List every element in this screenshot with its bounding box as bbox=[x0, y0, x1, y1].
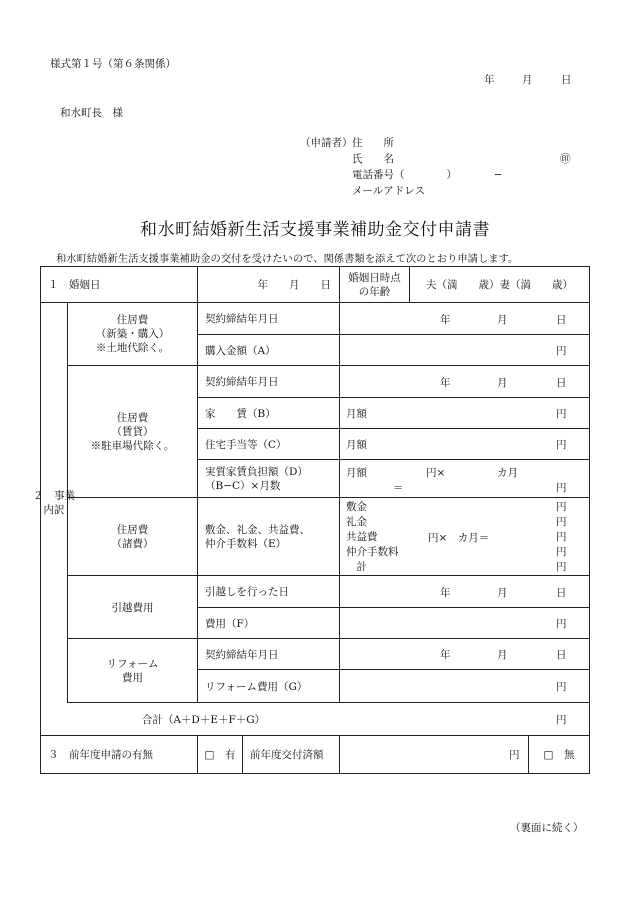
housing-rent-title: 住居費 （賃貸） ※駐車場代除く。 bbox=[90, 411, 175, 452]
unit-year: 年 bbox=[440, 314, 451, 326]
section2-label: ２ 事業 内訳 bbox=[33, 489, 75, 516]
unit-month: 月 bbox=[497, 314, 508, 326]
actual-yen-times: 円× bbox=[426, 467, 446, 479]
unit-day: 日 bbox=[556, 587, 567, 599]
moving-cost-label: 費用（F） bbox=[205, 617, 255, 630]
unit-day: 日 bbox=[556, 314, 567, 326]
ages-field[interactable]: 夫（満 歳）妻（満 歳） bbox=[426, 279, 573, 291]
unit-month: 月 bbox=[497, 587, 508, 599]
misc-list: 敷金 礼金 共益費 仲介手数料 計 bbox=[346, 501, 399, 573]
unit-month: 月 bbox=[497, 377, 508, 389]
intro-text: 和水町結婚新生活支援事業補助金の交付を受けたいので、関係書類を添えて次のとおり申請します。 bbox=[56, 253, 519, 265]
prev-year-yes-checkbox[interactable]: □ 有 bbox=[204, 749, 236, 761]
actual-monthly: 月額 bbox=[346, 467, 367, 479]
actual-rent-label: 実質家賃負担額（D） （B−C）×月数 bbox=[205, 465, 308, 492]
misc-yen-column: 円 円 円 円 円 bbox=[556, 501, 567, 573]
unit-yen: 円 bbox=[556, 482, 567, 494]
unit-yen: 円 bbox=[556, 714, 567, 726]
unit-month: 月 bbox=[497, 649, 508, 661]
prev-year-no-checkbox[interactable]: □ 無 bbox=[543, 749, 575, 761]
applicant-name: 氏 名 bbox=[352, 153, 394, 165]
housing-allowance-label: 住宅手当等（C） bbox=[205, 438, 287, 451]
applicant-address: 住 所 bbox=[352, 137, 394, 149]
unit-day: 日 bbox=[556, 649, 567, 661]
moving-date-label: 引越しを行った日 bbox=[205, 586, 289, 598]
unit-yen: 円 bbox=[556, 681, 567, 693]
applicant-email: メールアドレス bbox=[352, 185, 425, 197]
moving-title: 引越費用 bbox=[111, 601, 154, 614]
housing-misc-title: 住居費 （諸費） bbox=[111, 523, 154, 550]
prev-amount-label: 前年度交付済額 bbox=[250, 749, 324, 761]
purchase-amount-label: 購入金額（A） bbox=[205, 344, 276, 357]
unit-year: 年 bbox=[440, 587, 451, 599]
reform-cost-label: リフォーム費用（G） bbox=[205, 680, 308, 693]
unit-yen: 円 bbox=[556, 439, 567, 451]
prev-year-application-label: ３ 前年度申請の有無 bbox=[48, 749, 153, 761]
misc-items-label: 敷金、礼金、共益費、 仲介手数料（E） bbox=[205, 523, 310, 550]
rent-label: 家 賃（B） bbox=[205, 407, 276, 420]
reform-contract-label: 契約締結年月日 bbox=[205, 648, 279, 661]
addressee: 和水町長 様 bbox=[60, 107, 123, 119]
actual-equals: ＝ bbox=[393, 482, 404, 494]
applicant-phone: 電話番号（ ） − bbox=[352, 169, 503, 181]
allowance-monthly: 月額 bbox=[346, 439, 367, 451]
applicant-label: （申請者） bbox=[300, 137, 353, 149]
reform-title: リフォーム 費用 bbox=[106, 657, 159, 684]
seal-mark: ㊞ bbox=[560, 153, 571, 165]
actual-months: カ月 bbox=[497, 467, 518, 479]
marriage-date-field[interactable]: 年 月 日 bbox=[257, 279, 331, 291]
unit-yen: 円 bbox=[556, 618, 567, 630]
header-day: 日 bbox=[561, 74, 572, 86]
unit-year: 年 bbox=[440, 649, 451, 661]
housing-rent-contract-label: 契約締結年月日 bbox=[205, 376, 279, 388]
unit-year: 年 bbox=[440, 377, 451, 389]
age-at-marriage-label: 婚姻日時点 の年齢 bbox=[348, 271, 401, 298]
continued-note: （裏面に続く） bbox=[510, 822, 584, 834]
marriage-date-label: １ 婚姻日 bbox=[48, 279, 101, 291]
form-number: 様式第１号（第６条関係） bbox=[50, 58, 176, 70]
housing-new-title: 住居費 （新築・購入） ※土地代除く。 bbox=[95, 314, 170, 354]
rent-monthly: 月額 bbox=[346, 408, 367, 420]
housing-new-contract-label: 契約締結年月日 bbox=[205, 313, 279, 325]
total-label: 合計（A＋D＋E＋F＋G） bbox=[141, 713, 266, 726]
header-year: 年 bbox=[484, 74, 495, 86]
unit-day: 日 bbox=[556, 377, 567, 389]
misc-calc: 円× カ月＝ bbox=[428, 532, 490, 544]
document-title: 和水町結婚新生活支援事業補助金交付申請書 bbox=[140, 220, 490, 240]
header-month: 月 bbox=[522, 74, 533, 86]
unit-yen: 円 bbox=[556, 345, 567, 357]
unit-yen: 円 bbox=[556, 408, 567, 420]
unit-yen: 円 bbox=[509, 749, 520, 761]
